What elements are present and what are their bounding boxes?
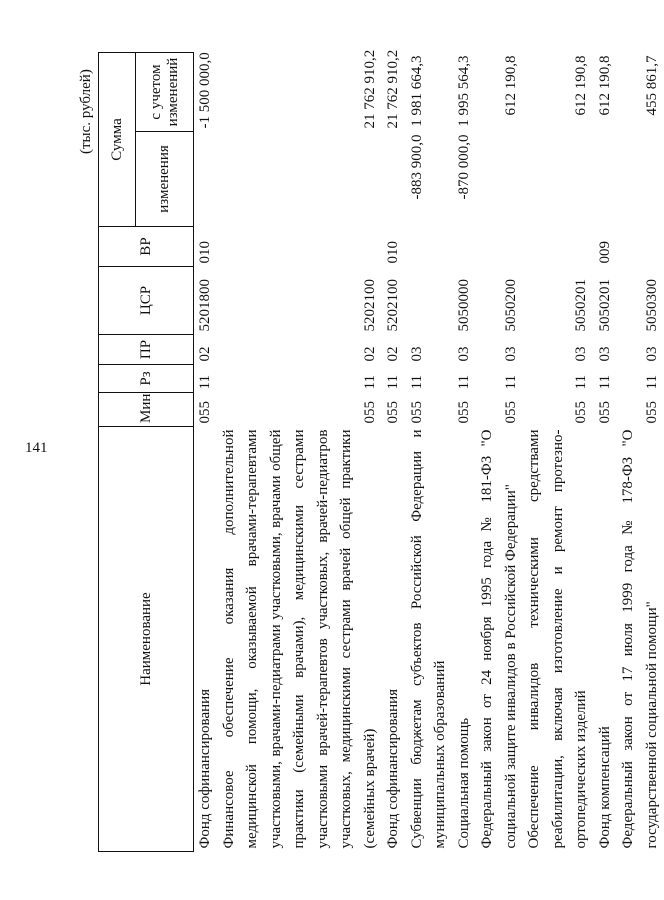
row-rz: 11 <box>643 375 660 390</box>
row-csr: 5050201 <box>596 279 613 332</box>
row-pr: 02 <box>385 346 401 362</box>
header-csr: ЦСР <box>99 267 194 335</box>
row-pr: 03 <box>573 346 589 362</box>
table-row <box>218 52 383 851</box>
row-pr: 02 <box>361 346 378 362</box>
row-changes: -883 900,0 <box>408 134 425 200</box>
row-min: 055 <box>502 401 519 424</box>
row-csr: 5050201 <box>573 279 589 332</box>
header-min: Мин <box>99 393 194 427</box>
row-pr: 02 <box>197 346 213 362</box>
row-min: 055 <box>361 401 378 424</box>
row-name: Фонд компенсаций <box>596 726 613 849</box>
row-changes <box>476 132 523 227</box>
row-changes <box>218 132 383 227</box>
header-vr: ВР <box>99 227 194 267</box>
row-min: 055 <box>643 401 660 424</box>
row-vr <box>406 227 453 267</box>
row-with-changes: 612 190,8 <box>573 55 589 116</box>
units-note: (тыс. рублей) <box>78 69 94 154</box>
row-name: Финансовое обеспечение оказания дополнительной медицинской помощи, оказываемой врачами-терапевтами участковыми, врачами-педиатрами участковыми, врачами общей практики (семейными врачами), медицинскими сестрами участковыми врачей-терапевтов участковых, врачей-педиатров участковых, медицинскими сестрами врачей общей практики (семейных врачей) <box>220 429 378 849</box>
header-rz: Рз <box>99 365 194 393</box>
row-rz: 11 <box>408 375 425 390</box>
row-name: Субвенции бюджетам субъектов Российской Федерации и муниципальных образований <box>408 429 448 849</box>
row-with-changes: 1 995 564,3 <box>455 55 472 127</box>
row-pr: 03 <box>643 346 660 362</box>
header-changes: изменения <box>136 132 194 227</box>
row-min: 055 <box>573 401 589 424</box>
row-csr: 5202100 <box>385 279 401 332</box>
row-pr: 03 <box>502 346 519 362</box>
table-row <box>617 52 664 851</box>
row-rz: 11 <box>361 375 378 390</box>
row-vr: 009 <box>596 241 613 264</box>
row-name: Федеральный закон от 24 ноября 1995 года № 181-ФЗ "О социальной защите инвалидов в Российской Федерации" <box>479 429 519 849</box>
row-with-changes: 455 861,7 <box>643 55 660 116</box>
row-rz: 11 <box>197 375 213 390</box>
row-vr: 010 <box>197 241 213 264</box>
header-name: Наименование <box>99 427 194 852</box>
header-sum: Сумма <box>99 52 136 226</box>
row-vr <box>218 227 383 267</box>
row-csr <box>406 267 453 335</box>
row-changes <box>194 132 218 227</box>
table-row <box>382 52 406 851</box>
row-min: 055 <box>455 401 472 424</box>
row-name: Фонд софинансирования <box>197 688 213 849</box>
budget-table <box>98 49 664 852</box>
table-row <box>406 52 453 851</box>
row-min: 055 <box>385 401 401 424</box>
row-rz: 11 <box>573 375 589 390</box>
row-csr: 5050000 <box>455 279 472 332</box>
row-name: Обеспечение инвалидов техническими средствами реабилитации, включая изготовление и ремонт протезно-ортопедических изделий <box>526 429 589 849</box>
row-min: 055 <box>197 401 213 424</box>
row-with-changes: 1 981 664,3 <box>408 55 425 127</box>
row-pr: 03 <box>596 346 613 362</box>
table-row <box>453 52 477 851</box>
row-rz: 11 <box>385 375 401 390</box>
row-min: 055 <box>596 401 613 424</box>
row-rz: 11 <box>596 375 613 390</box>
row-changes <box>594 132 618 227</box>
header-with-changes: с учетом изменений <box>136 52 194 131</box>
row-csr: 5050300 <box>643 279 660 332</box>
row-changes <box>382 132 406 227</box>
row-with-changes: 21 762 910,2 <box>361 49 378 129</box>
row-name: Федеральный закон от 17 июля 1999 года № 178-ФЗ "О государственной социальной помощи" <box>620 429 660 849</box>
row-pr: 03 <box>455 346 472 362</box>
row-vr: 010 <box>385 241 401 264</box>
row-csr: 5202100 <box>361 279 378 332</box>
row-csr: 5050200 <box>502 279 519 332</box>
table-row <box>594 52 618 851</box>
table-row <box>194 52 218 851</box>
row-vr <box>617 227 664 267</box>
row-name: Социальная помощь <box>455 717 472 849</box>
row-rz: 11 <box>502 375 519 390</box>
row-pr: 03 <box>408 346 425 362</box>
row-min: 055 <box>408 401 425 424</box>
row-vr <box>453 227 477 267</box>
table-row <box>523 52 594 851</box>
header-pr: ПР <box>99 335 194 365</box>
row-rz: 11 <box>455 375 472 390</box>
page-number: 141 <box>25 440 48 456</box>
row-vr <box>476 227 523 267</box>
row-with-changes: 612 190,8 <box>502 55 519 116</box>
row-vr <box>523 227 594 267</box>
row-with-changes: -1 500 000,0 <box>197 52 213 129</box>
row-with-changes: 21 762 910,2 <box>385 49 401 129</box>
row-csr: 5201800 <box>197 279 213 332</box>
table-row <box>476 52 523 851</box>
row-name: Фонд софинансирования <box>385 688 401 849</box>
row-changes: -870 000,0 <box>455 134 472 200</box>
row-with-changes: 612 190,8 <box>596 55 613 116</box>
row-changes <box>523 132 594 227</box>
row-changes <box>617 132 664 227</box>
